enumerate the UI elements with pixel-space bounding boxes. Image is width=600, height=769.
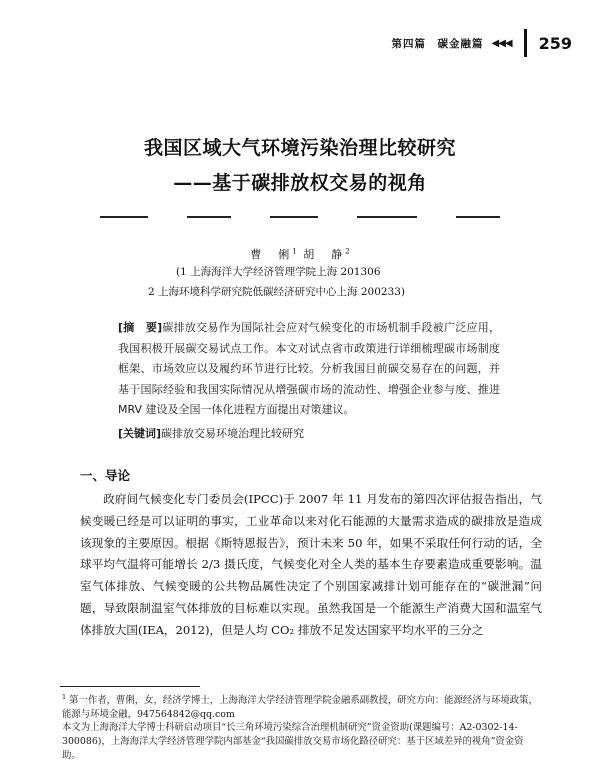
footnote-author-text: 第一作者，曹俐，女，经济学博士，上海海洋大学经济管理学院金融系副教授，研究方向：能源经济与环境政策，能源与环境金融，947564842@qq.com xyxy=(62,695,538,720)
abstract-label: [摘 要] xyxy=(118,321,163,334)
triple-arrow-icon: ◀◀◀ xyxy=(491,37,512,49)
paper-title: 我国区域大气环境污染治理比较研究 xyxy=(143,137,456,159)
keywords-label: [关键词] xyxy=(118,427,162,440)
paper-subtitle: ——基于碳排放权交易的视角 xyxy=(173,172,427,194)
keywords xyxy=(118,425,500,441)
page-number: 259 xyxy=(538,33,572,53)
body-paragraph: 政府间气候变化专门委员会(IPCC)于 2007 年 11 月发布的第四次评估报告指出，气候变暖已经是可以证明的事实，工业革命以来对化石能源的大量需求造成的碳排放是造成该现象的主要原因。根据《斯特恩报告》，预计未来 50 年，如果不采取任何行动的话，全球平均气温将可能增长 2/3 摄氏度，气候变化对全人类的基本生存要素造成重要影响。温室气体排放、气候变暖的公共物品属性决定了个别国家减排计划可能存在的“碳泄漏”问题，导致限制温室气体排放的目标难以实现。虽然我国是一个能源生产消费大国和温室气体排放大国(IEA，2012)，但是人均 CO₂ 排放不足发达国家平均水平的三分之 xyxy=(80,492,542,637)
header-divider xyxy=(524,29,527,57)
footnote-rule xyxy=(60,686,200,687)
running-header xyxy=(392,32,572,54)
footnote xyxy=(62,691,540,762)
abstract-text: 碳排放交易作为国际社会应对气候变化的市场机制手段被广泛应用，我国积极开展碳交易试点工作。本文对试点省市政策进行详细梳理碳市场制度框架、市场效应以及履约环节进行比较。分析我国目前碳交易存在的问题，并基于国际经验和我国实际情况从增强碳市场的流动性、增强企业参与度、推进 MRV 建设及全国一体化进程方面提出对策建议。 xyxy=(118,321,500,416)
author-line xyxy=(0,246,600,262)
footnote-author xyxy=(62,691,540,721)
running-header-section: 第四篇 碳金融篇 xyxy=(391,37,484,50)
author-affiliation-mark: 1 xyxy=(292,247,297,256)
footnote-mark: 1 xyxy=(62,693,67,701)
author-affiliation-mark: 2 xyxy=(345,247,350,256)
author-name: 曹 俐 xyxy=(250,248,293,261)
section-heading: 一、导论 xyxy=(80,468,131,483)
footnote-funding: 本文为上海海洋大学博士科研启动项目“长三角环境污染综合治理机制研究”资金资助(课题编号：A2-0302-14-300086)，上海海洋大学经济管理学院内部基金“我国碳排放交易市场化路径研究：基于区域差异的视角”资金资助。 xyxy=(62,722,524,761)
author-name: 胡 静 xyxy=(303,248,346,261)
keywords-text: 碳排放交易环境治理比较研究 xyxy=(161,427,305,440)
affiliation-1: (1 上海海洋大学经济管理学院上海 201306 xyxy=(176,266,381,278)
title-rule-dash xyxy=(270,216,318,218)
title-rule-dash xyxy=(187,216,231,218)
abstract xyxy=(118,318,500,421)
title-rule-dash xyxy=(100,216,148,218)
title-rule-dash xyxy=(357,216,417,218)
title-rule xyxy=(100,216,500,218)
title-rule-dash xyxy=(456,216,500,218)
affiliation-2: 2 上海环境科学研究院低碳经济研究中心上海 200233) xyxy=(148,286,406,298)
